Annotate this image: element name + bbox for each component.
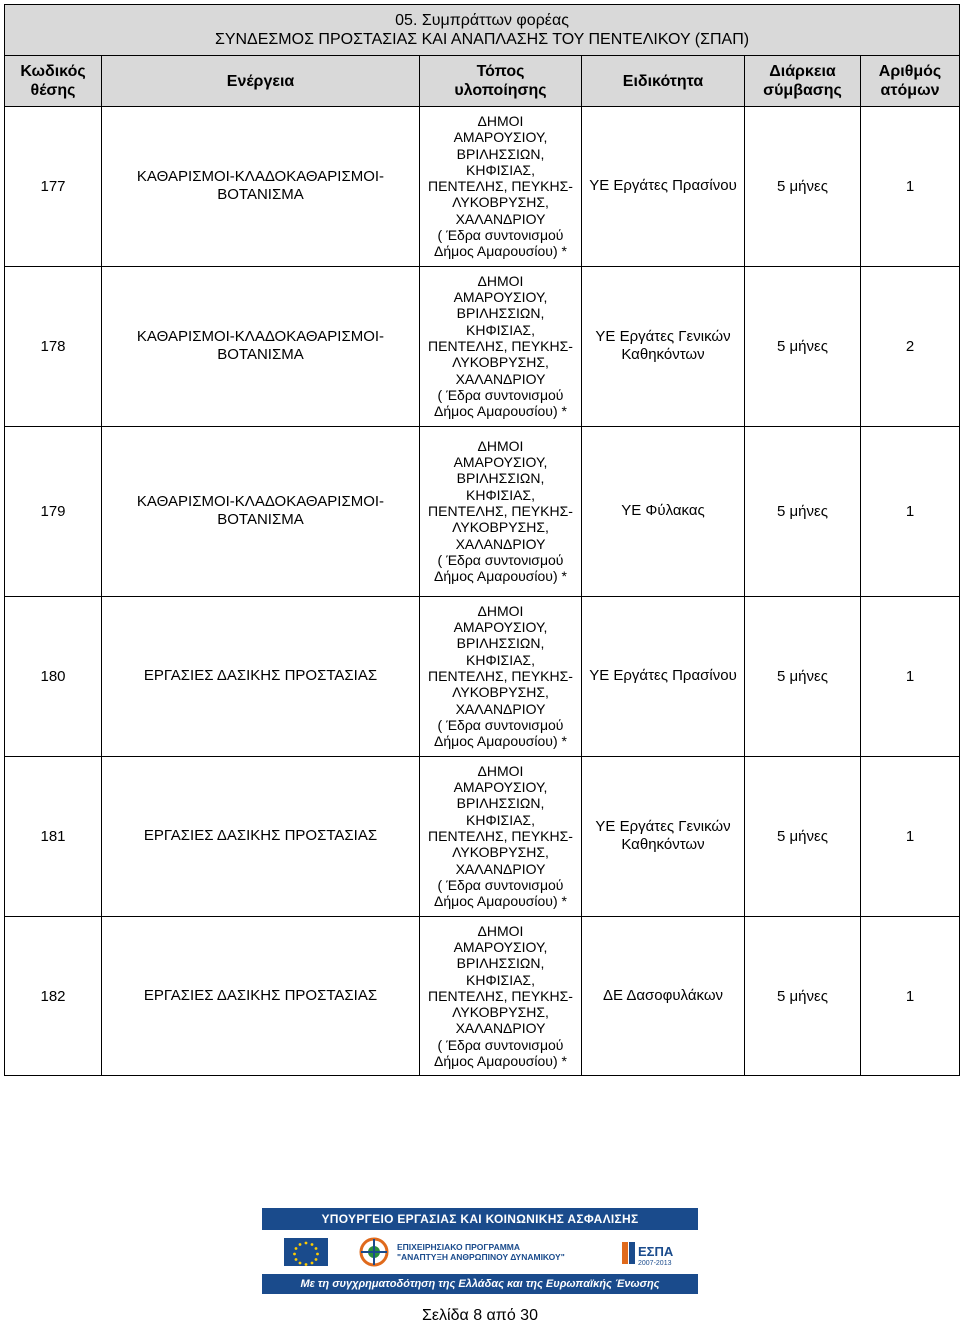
activity-cell: ΕΡΓΑΣΙΕΣ ΔΑΣΙΚΗΣ ΠΡΟΣΤΑΣΙΑΣ — [102, 596, 420, 756]
location-cell: ΔΗΜΟΙ ΑΜΑΡΟΥΣΙΟΥ, ΒΡΙΛΗΣΣΙΩΝ, ΚΗΦΙΣΙΑΣ, ΠΕΝΤΕΛΗΣ, ΠΕΥΚΗΣ- ΛΥΚΟΒΡΥΣΗΣ, ΧΑΛΑΝΔΡΙΟΥ ( Έδρα συντονισμού Δήμος Αμαρουσίου) * — [420, 426, 582, 596]
header-activity: Ενέργεια — [102, 56, 420, 107]
funding-logos — [262, 1232, 698, 1274]
document-title — [5, 5, 960, 56]
position-code: 178 — [5, 266, 102, 426]
program-line-2: "ΑΝΑΠΤΥΞΗ ΑΝΘΡΩΠΙΝΟΥ ΔΥΝΑΜΙΚΟΥ" — [397, 1252, 565, 1262]
location-cell: ΔΗΜΟΙ ΑΜΑΡΟΥΣΙΟΥ, ΒΡΙΛΗΣΣΙΩΝ, ΚΗΦΙΣΙΑΣ, ΠΕΝΤΕΛΗΣ, ΠΕΥΚΗΣ- ΛΥΚΟΒΡΥΣΗΣ, ΧΑΛΑΝΔΡΙΟΥ ( Έδρα συντονισμού Δήμος Αμαρουσίου) * — [420, 596, 582, 756]
eu-flag-icon — [284, 1238, 328, 1266]
op-logo-icon — [361, 1239, 387, 1265]
duration-cell: 5 μήνες — [745, 756, 861, 916]
duration-cell: 5 μήνες — [745, 426, 861, 596]
specialty-cell: ΥΕ Εργάτες Πρασίνου — [582, 107, 745, 267]
duration-cell: 5 μήνες — [745, 596, 861, 756]
program-line-1: ΕΠΙΧΕΙΡΗΣΙΑΚΟ ΠΡΟΓΡΑΜΜΑ — [397, 1242, 521, 1252]
location-cell: ΔΗΜΟΙ ΑΜΑΡΟΥΣΙΟΥ, ΒΡΙΛΗΣΣΙΩΝ, ΚΗΦΙΣΙΑΣ, ΠΕΝΤΕΛΗΣ, ΠΕΥΚΗΣ- ΛΥΚΟΒΡΥΣΗΣ, ΧΑΛΑΝΔΡΙΟΥ ( Έδρα συντονισμού Δήμος Αμαρουσίου) * — [420, 107, 582, 267]
header-code: Κωδικός θέσης — [5, 56, 102, 107]
table-row — [5, 266, 960, 426]
header-count: Αριθμός ατόμων — [861, 56, 960, 107]
header-specialty: Ειδικότητα — [582, 56, 745, 107]
position-code: 180 — [5, 596, 102, 756]
position-code: 177 — [5, 107, 102, 267]
table-row — [5, 426, 960, 596]
count-cell: 1 — [861, 596, 960, 756]
count-cell: 1 — [861, 107, 960, 267]
position-code: 179 — [5, 426, 102, 596]
header-row — [5, 56, 960, 107]
activity-cell: ΚΑΘΑΡΙΣΜΟΙ-ΚΛΑΔΟΚΑΘΑΡΙΣΜΟΙ- ΒΟΤΑΝΙΣΜΑ — [102, 107, 420, 267]
activity-cell: ΚΑΘΑΡΙΣΜΟΙ-ΚΛΑΔΟΚΑΘΑΡΙΣΜΟΙ- ΒΟΤΑΝΙΣΜΑ — [102, 266, 420, 426]
title-line-1: 05. Συμπράττων φορέας — [395, 12, 569, 29]
location-cell: ΔΗΜΟΙ ΑΜΑΡΟΥΣΙΟΥ, ΒΡΙΛΗΣΣΙΩΝ, ΚΗΦΙΣΙΑΣ, ΠΕΝΤΕΛΗΣ, ΠΕΥΚΗΣ- ΛΥΚΟΒΡΥΣΗΣ, ΧΑΛΑΝΔΡΙΟΥ ( Έδρα συντονισμού Δήμος Αμαρουσίου) * — [420, 266, 582, 426]
count-cell: 2 — [861, 266, 960, 426]
specialty-cell: ΔΕ Δασοφυλάκων — [582, 916, 745, 1076]
count-cell: 1 — [861, 756, 960, 916]
espa-text: ΕΣΠΑ — [638, 1244, 674, 1259]
duration-cell: 5 μήνες — [745, 916, 861, 1076]
espa-logo-icon — [622, 1242, 674, 1267]
specialty-cell: ΥΕ Φύλακας — [582, 426, 745, 596]
table-row — [5, 756, 960, 916]
count-cell: 1 — [861, 916, 960, 1076]
positions-table — [4, 4, 960, 1076]
espa-years: 2007-2013 — [638, 1260, 672, 1267]
cofunding-banner: Με τη συγχρηματοδότηση της Ελλάδας και της Ευρωπαϊκής Ένωσης — [262, 1274, 698, 1294]
page-number: Σελίδα 8 από 30 — [422, 1307, 538, 1324]
funding-banner — [262, 1208, 698, 1294]
activity-cell: ΕΡΓΑΣΙΕΣ ΔΑΣΙΚΗΣ ΠΡΟΣΤΑΣΙΑΣ — [102, 756, 420, 916]
position-code: 182 — [5, 916, 102, 1076]
position-code: 181 — [5, 756, 102, 916]
table-row — [5, 916, 960, 1076]
duration-cell: 5 μήνες — [745, 107, 861, 267]
specialty-cell: ΥΕ Εργάτες Γενικών Καθηκόντων — [582, 756, 745, 916]
table-row — [5, 596, 960, 756]
title-line-2: ΣΥΝΔΕΣΜΟΣ ΠΡΟΣΤΑΣΙΑΣ ΚΑΙ ΑΝΑΠΛΑΣΗΣ ΤΟΥ ΠΕΝΤΕΛΙΚΟΥ (ΣΠΑΠ) — [214, 31, 750, 48]
specialty-cell: ΥΕ Εργάτες Γενικών Καθηκόντων — [582, 266, 745, 426]
specialty-cell: ΥΕ Εργάτες Πρασίνου — [582, 596, 745, 756]
activity-cell: ΕΡΓΑΣΙΕΣ ΔΑΣΙΚΗΣ ΠΡΟΣΤΑΣΙΑΣ — [102, 916, 420, 1076]
header-duration: Διάρκεια σύμβασης — [745, 56, 861, 107]
count-cell: 1 — [861, 426, 960, 596]
location-cell: ΔΗΜΟΙ ΑΜΑΡΟΥΣΙΟΥ, ΒΡΙΛΗΣΣΙΩΝ, ΚΗΦΙΣΙΑΣ, ΠΕΝΤΕΛΗΣ, ΠΕΥΚΗΣ- ΛΥΚΟΒΡΥΣΗΣ, ΧΑΛΑΝΔΡΙΟΥ ( Έδρα συντονισμού Δήμος Αμαρουσίου) * — [420, 756, 582, 916]
table-row — [5, 107, 960, 267]
header-place: Τόπος υλοποίησης — [420, 56, 582, 107]
activity-cell: ΚΑΘΑΡΙΣΜΟΙ-ΚΛΑΔΟΚΑΘΑΡΙΣΜΟΙ- ΒΟΤΑΝΙΣΜΑ — [102, 426, 420, 596]
location-cell: ΔΗΜΟΙ ΑΜΑΡΟΥΣΙΟΥ, ΒΡΙΛΗΣΣΙΩΝ, ΚΗΦΙΣΙΑΣ, ΠΕΝΤΕΛΗΣ, ΠΕΥΚΗΣ- ΛΥΚΟΒΡΥΣΗΣ, ΧΑΛΑΝΔΡΙΟΥ ( Έδρα συντονισμού Δήμος Αμαρουσίου) * — [420, 916, 582, 1076]
ministry-banner: ΥΠΟΥΡΓΕΙΟ ΕΡΓΑΣΙΑΣ ΚΑΙ ΚΟΙΝΩΝΙΚΗΣ ΑΣΦΑΛΙΣΗΣ — [262, 1208, 698, 1230]
duration-cell: 5 μήνες — [745, 266, 861, 426]
